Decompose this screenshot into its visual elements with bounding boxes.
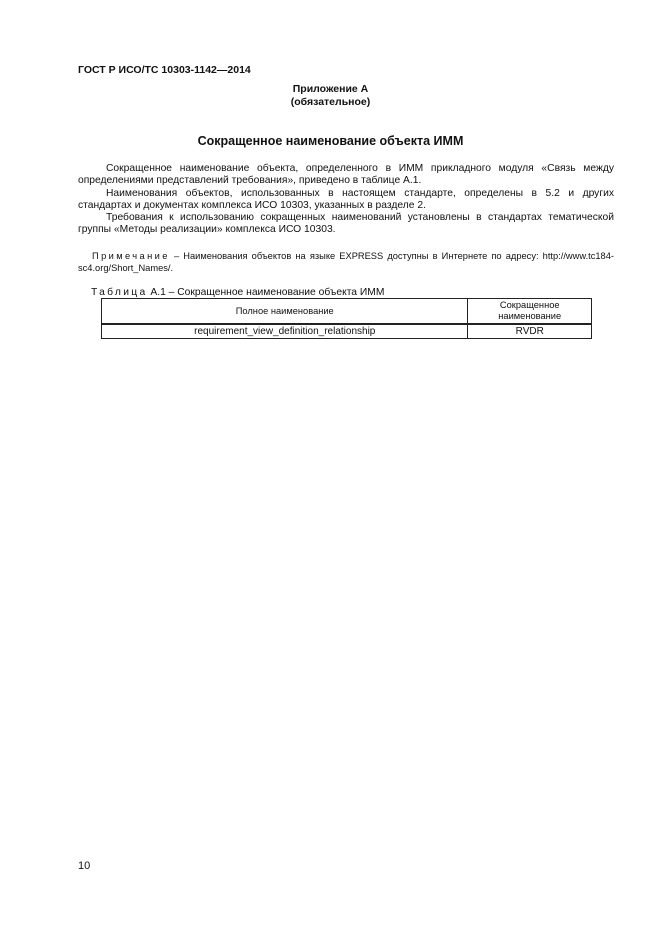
paragraph-1-text: Сокращенное наименование объекта, определенного в ИММ прикладного модуля «Связь между определениями представлений требования», приведено в таблице А.1. bbox=[78, 163, 614, 187]
table-caption-label: Таблица bbox=[91, 287, 148, 298]
table-header-row bbox=[102, 299, 592, 325]
section-title: Сокращенное наименование объекта ИММ bbox=[197, 134, 464, 148]
column-header-full-name: Полное наименование bbox=[102, 299, 468, 325]
appendix-status: (обязательное) bbox=[290, 96, 371, 108]
table-caption-text: А.1 – Сокращенное наименование объекта ИММ bbox=[147, 287, 385, 298]
paragraph-1 bbox=[78, 163, 614, 188]
short-names-table bbox=[101, 298, 592, 339]
column-header-short-name: Сокращенное наименование bbox=[468, 299, 592, 325]
paragraph-2 bbox=[78, 188, 614, 213]
table-cell-full-name: requirement_view_definition_relationship bbox=[102, 324, 468, 339]
table-row bbox=[102, 324, 592, 339]
appendix-title: Приложение А bbox=[292, 83, 369, 95]
paragraph-2-text: Наименования объектов, использованных в настоящем стандарте, определены в 5.2 и других стандартах и документах комплекса ИСО 10303, указанных в разделе 2. bbox=[78, 188, 614, 212]
note-text: – Наименования объектов на языке EXPRESS доступны в Интернете по адресу: http://www.tc184-sc4.org/Short_Names/. bbox=[78, 251, 614, 273]
note-label: Примечание bbox=[92, 251, 170, 261]
paragraph-3 bbox=[78, 212, 614, 237]
paragraph-3-text: Требования к использованию сокращенных наименований установлены в стандартах тематической группы «Методы реализации» комплекса ИСО 10303. bbox=[78, 212, 614, 236]
table-cell-short-name: RVDR bbox=[468, 324, 592, 339]
page-number: 10 bbox=[78, 860, 91, 872]
document-code: ГОСТ Р ИСО/ТС 10303-1142—2014 bbox=[78, 64, 251, 76]
table-caption bbox=[91, 287, 384, 298]
appendix-heading bbox=[0, 83, 661, 109]
note bbox=[78, 251, 614, 274]
